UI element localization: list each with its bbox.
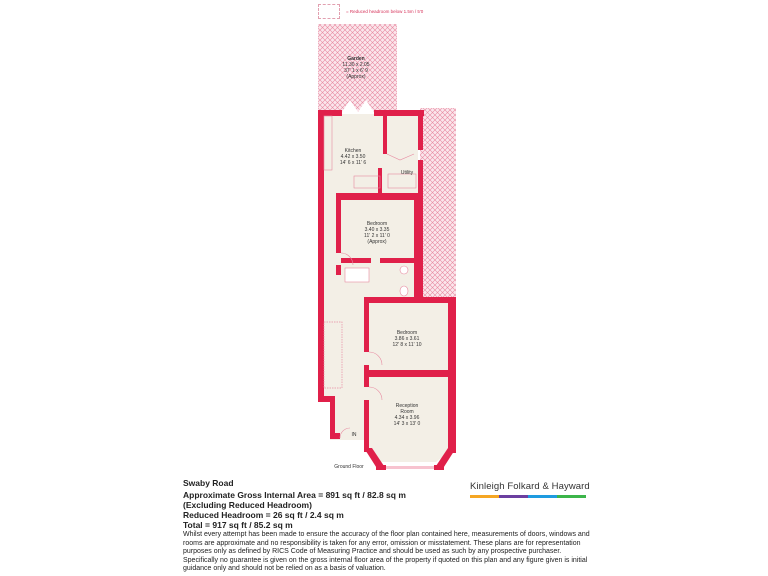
legend-text: = Reduced headroom below 1.5m / 5'0 [346, 9, 424, 14]
svg-text:4.34 x 3.96: 4.34 x 3.96 [394, 415, 420, 421]
bedroom2-label: Bedroom [396, 330, 418, 336]
svg-text:11' 2 x 11' 0: 11' 2 x 11' 0 [364, 233, 390, 239]
svg-text:Room: Room [400, 409, 414, 415]
side-return-area [420, 108, 456, 303]
svg-text:4.42 x 3.50: 4.42 x 3.50 [340, 154, 366, 160]
area-line-1: Approximate Gross Internal Area = 891 sq ft / 82.8 sq m [183, 490, 406, 500]
svg-text:3.40 x 3.35: 3.40 x 3.35 [364, 227, 390, 233]
address: Swaby Road [183, 478, 234, 488]
svg-text:14' 6 x 11' 6: 14' 6 x 11' 6 [339, 160, 367, 166]
garden-label: Garden [347, 56, 365, 62]
brand-bar-blue [528, 495, 557, 498]
disclaimer: Whilst every attempt has been made to ensure the accuracy of the floor plan contained here, measurements of doors, windows and rooms are approximate and no responsibility is taken for any error, omission or misstatement. These plans are for representation purposes only as defined by RICS Code of Measuring Practice and should be used as such by any prospective purchaser. Specifically no guarantee is given on the gross internal floor area of the property if quoted on this plan and any figure given is initial guidance only and should not be relied on as a basis of valuation. [183, 531, 590, 573]
svg-text:3.86 x 3.61: 3.86 x 3.61 [394, 336, 420, 342]
entrance-label: IN [351, 432, 357, 438]
brand-name: Kinleigh Folkard & Hayward [470, 481, 590, 492]
svg-text:11.30 x 2.05: 11.30 x 2.05 [342, 62, 370, 68]
reception-label: Reception [395, 403, 419, 409]
svg-text:(Approx): (Approx) [367, 239, 387, 245]
svg-text:14' 3 x 13' 0: 14' 3 x 13' 0 [393, 421, 421, 427]
brand-bar-orange [470, 495, 499, 498]
floor-label: Ground Floor [334, 464, 364, 470]
area-line-4: Total = 917 sq ft / 85.2 sq m [183, 520, 293, 530]
brand-color-bar [470, 495, 586, 498]
brand-bar-purple [499, 495, 528, 498]
kitchen-label: Kitchen [344, 148, 362, 154]
svg-text:37' 1 x 6' 9: 37' 1 x 6' 9 [344, 68, 368, 74]
svg-text:(Approx): (Approx) [346, 74, 366, 80]
utility-label: Utility [400, 170, 414, 176]
area-line-2: (Excluding Reduced Headroom) [183, 500, 312, 510]
area-line-3: Reduced Headroom = 26 sq ft / 2.4 sq m [183, 510, 344, 520]
bedroom1-label: Bedroom [366, 221, 388, 227]
svg-text:12' 8 x 11' 10: 12' 8 x 11' 10 [392, 342, 422, 348]
brand-logo [470, 481, 590, 498]
brand-bar-green [557, 495, 586, 498]
